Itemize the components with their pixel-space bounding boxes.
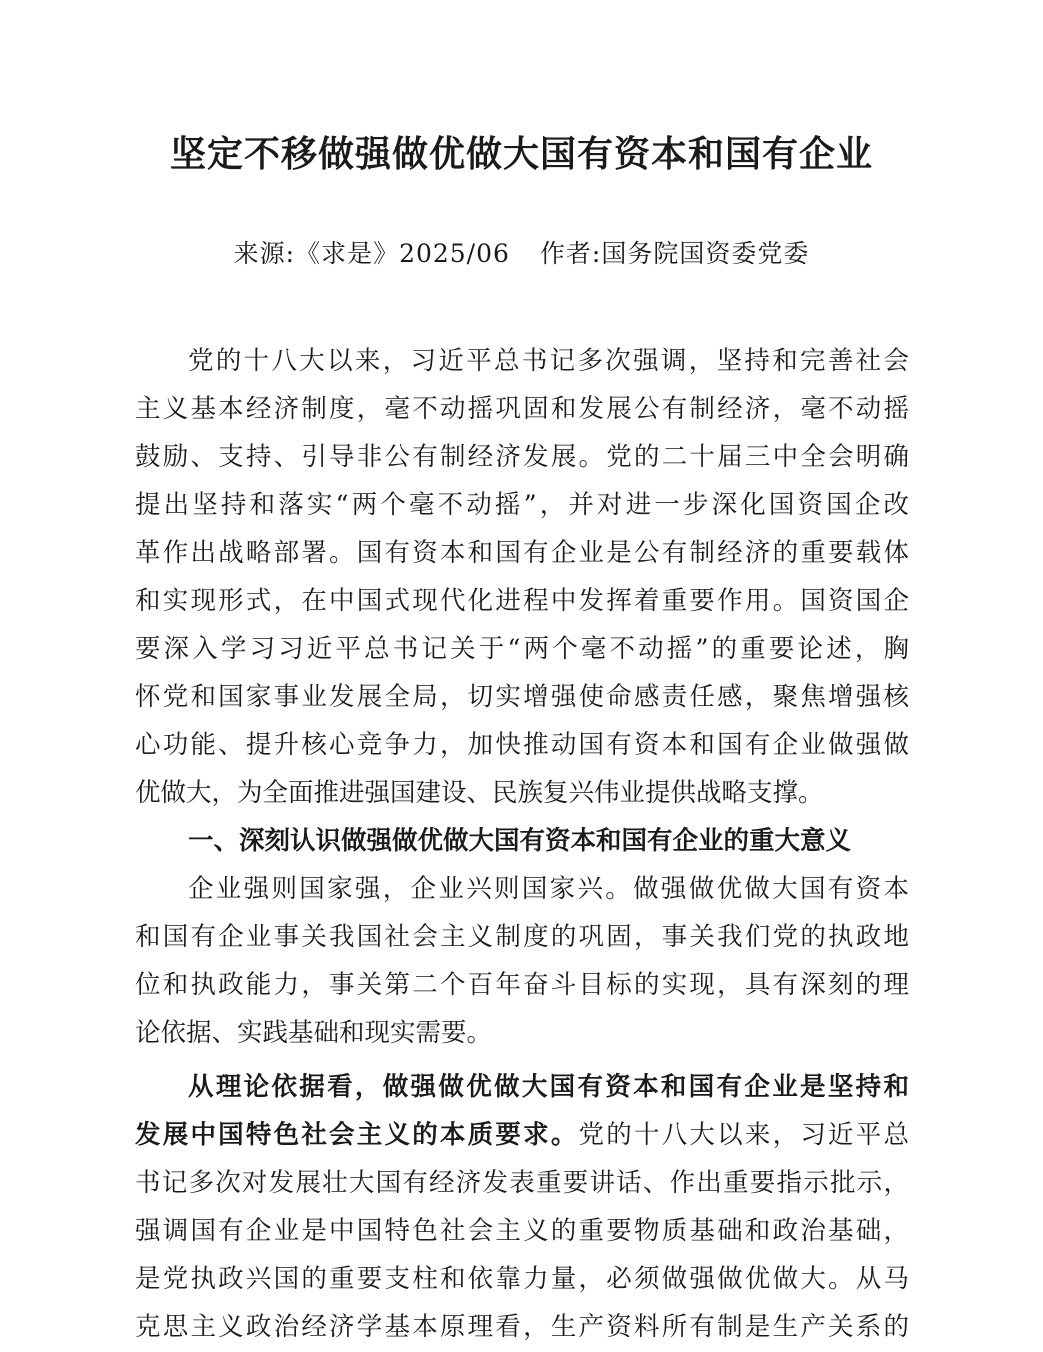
text-run: 党的十八大以来，习近平总 [578, 1120, 909, 1150]
paragraph-significance [135, 865, 909, 1057]
source-value: 《求是》2025/06 [295, 239, 510, 268]
author-value: 国务院国资委党委 [601, 239, 810, 268]
text-line: 和国有企业事关我国社会主义制度的巩固，事关我们党的执政地 [135, 922, 909, 952]
text-line: 怀党和国家事业发展全局，切实增强使命感责任感，聚焦增强核 [135, 682, 909, 712]
article-body [135, 337, 909, 1351]
paragraph-theory [135, 1063, 909, 1351]
text-line: 克思主义政治经济学基本原理看，生产资料所有制是生产关系的 [135, 1312, 909, 1342]
article-meta [0, 234, 1043, 274]
text-line: 是党执政兴国的重要支柱和依靠力量，必须做强做优做大。从马 [135, 1264, 909, 1294]
section-heading: 一、深刻认识做强做优做大国有资本和国有企业的重大意义 [188, 826, 852, 856]
text-line: 书记多次对发展壮大国有经济发表重要讲话、作出重要指示批示， [135, 1168, 909, 1198]
text-line: 鼓励、支持、引导非公有制经济发展。党的二十届三中全会明确 [135, 442, 909, 472]
text-line: 优做大，为全面推进强国建设、民族复兴伟业提供战略支撑。 [135, 778, 824, 808]
text-line: 要深入学习习近平总书记关于“两个毫不动摇”的重要论述，胸 [135, 634, 909, 664]
text-line: 位和执政能力，事关第二个百年奋斗目标的实现，具有深刻的理 [135, 970, 909, 1000]
text-line: 心功能、提升核心竞争力，加快推动国有资本和国有企业做强做 [135, 730, 909, 760]
text-line: 革作出战略部署。国有资本和国有企业是公有制经济的重要载体 [135, 538, 909, 568]
text-line: 和实现形式，在中国式现代化进程中发挥着重要作用。国资国企 [135, 586, 909, 616]
source-label: 来源: [233, 239, 296, 268]
text-line [135, 1111, 909, 1159]
text-line: 强调国有企业是中国特色社会主义的重要物质基础和政治基础， [135, 1216, 909, 1246]
article-title: 坚定不移做强做优做大国有资本和国有企业 [169, 133, 873, 175]
author-label: 作者: [539, 239, 602, 268]
bold-lead-line: 从理论依据看，做强做优做大国有资本和国有企业是坚持和 [188, 1072, 909, 1102]
bold-lead-text: 发展中国特色社会主义的本质要求。 [135, 1120, 579, 1150]
text-line: 主义基本经济制度，毫不动摇巩固和发展公有制经济，毫不动摇 [135, 394, 909, 424]
paragraph-intro [135, 337, 909, 817]
text-line: 论依据、实践基础和现实需要。 [135, 1018, 493, 1048]
text-line: 提出坚持和落实“两个毫不动摇”，并对进一步深化国资国企改 [135, 490, 909, 520]
text-line: 企业强则国家强，企业兴则国家兴。做强做优做大国有资本 [188, 874, 909, 904]
text-line: 党的十八大以来，习近平总书记多次强调，坚持和完善社会 [188, 346, 909, 376]
